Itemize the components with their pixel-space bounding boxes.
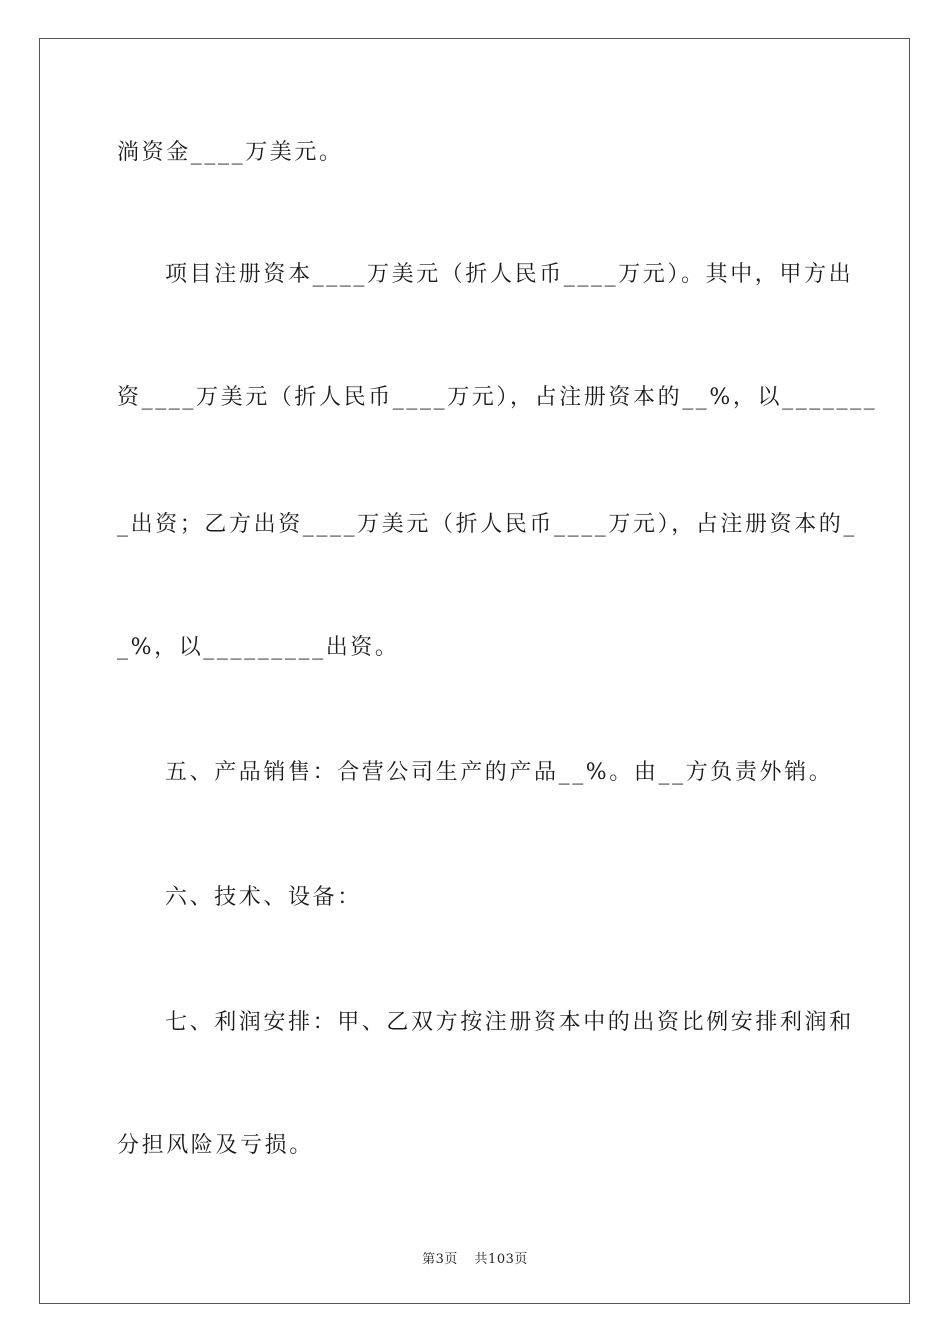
- section-seven-line: 七、利润安排：甲、乙双方按注册资本中的出资比例安排利润和: [165, 1010, 854, 1035]
- page-total: 共103页: [474, 1252, 528, 1267]
- section-five-line: 五、产品销售：合营公司生产的产品__%。由__方负责外销。: [165, 760, 834, 785]
- paragraph-line-4: _出资；乙方出资____万美元（折人民币____万元），占注册资本的_: [117, 512, 858, 537]
- paragraph-line-5: _%，以_________出资。: [117, 635, 400, 660]
- paragraph-line-1: 淌资金____万美元。: [117, 140, 344, 165]
- page-border: [39, 38, 910, 1304]
- section-six-line: 六、技术、设备：: [165, 885, 362, 910]
- page-footer: [0, 1248, 950, 1267]
- section-seven-continuation: 分担风险及亏损。: [117, 1133, 314, 1158]
- page-number: 第3页: [422, 1252, 458, 1267]
- paragraph-line-3: 资____万美元（折人民币____万元），占注册资本的__%，以_______: [117, 385, 878, 410]
- paragraph-line-2: 项目注册资本____万美元（折人民币____万元）。其中，甲方出: [165, 262, 854, 287]
